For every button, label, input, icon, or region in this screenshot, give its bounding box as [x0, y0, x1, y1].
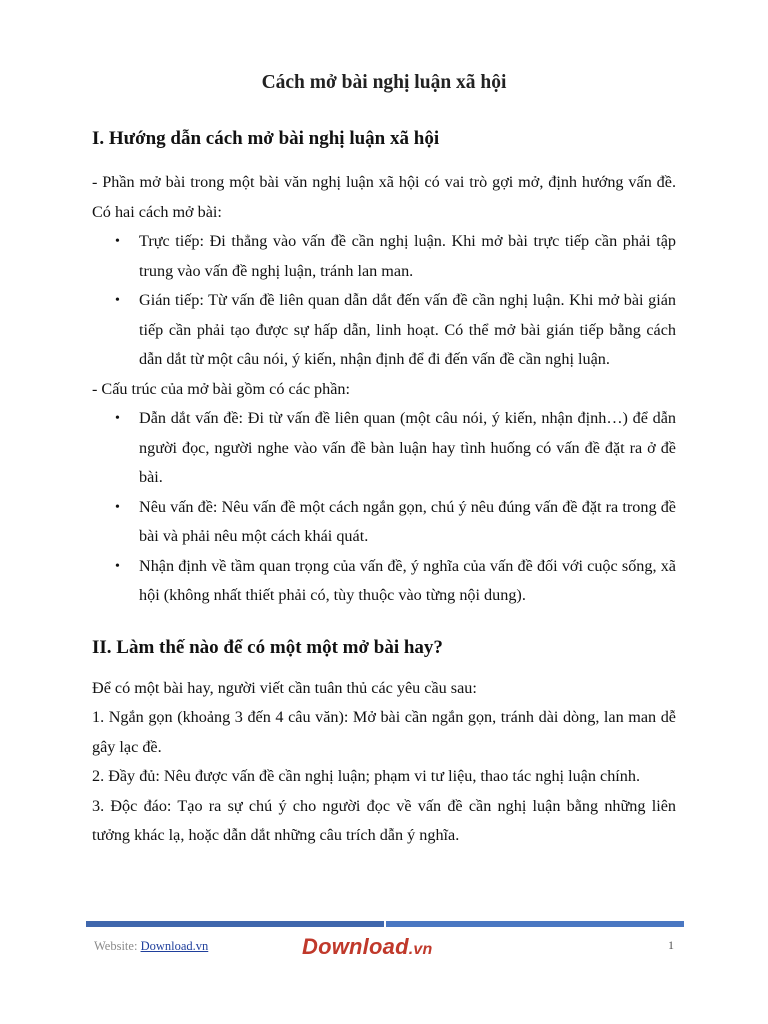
section-2-heading: II. Làm thế nào để có một một mở bài hay? [92, 636, 443, 658]
page-number: 1 [668, 938, 674, 952]
website-label: Website: [94, 939, 138, 953]
opening-ways-list [92, 227, 676, 375]
requirement-item: 1. Ngắn gọn (khoảng 3 đến 4 câu văn): Mở bài cần ngắn gọn, tránh dài dòng, lan man dễ gây lạc đề. [92, 708, 676, 756]
section-1-heading: I. Hướng dẫn cách mở bài nghị luận xã hội [92, 128, 440, 149]
section-2-intro: Để có một bài hay, người viết cần tuân thủ các yêu cầu sau: [92, 678, 477, 697]
document-page [92, 64, 676, 851]
footer-website [94, 939, 208, 954]
list-item: • Trực tiếp: Đi thẳng vào vấn đề cần nghị luận. Khi mở bài trực tiếp cần phải tập trung vào vấn đề nghị luận, tránh lan man. [139, 227, 676, 286]
logo-suffix: .vn [408, 941, 433, 958]
list-item: • Nêu vấn đề: Nêu vấn đề một cách ngắn gọn, chú ý nêu đúng vấn đề đặt ra trong đề bài và phải nêu một cách khái quát. [139, 493, 676, 552]
list-item: • Gián tiếp: Từ vấn đề liên quan dẫn dắt đến vấn đề cần nghị luận. Khi mở bài gián tiếp cần phải tạo được sự hấp dẫn, linh hoạt. Có thể mở bài gián tiếp bằng cách dẫn dắt từ một câu nói, ý kiến, nhận định để đi đến vấn đề cần nghị luận. [139, 286, 676, 375]
requirement-item: 2. Đầy đủ: Nêu được vấn đề cần nghị luận; phạm vi tư liệu, thao tác nghị luận chính. [92, 767, 641, 785]
logo-main: Download [302, 934, 409, 959]
download-logo [302, 934, 432, 960]
structure-intro: - Cấu trúc của mở bài gồm có các phần: [92, 379, 351, 398]
document-title: Cách mở bài nghị luận xã hội [261, 72, 507, 93]
page-footer [92, 934, 676, 964]
list-item: • Nhận định về tầm quan trọng của vấn đề, ý nghĩa của vấn đề đối với cuộc sống, xã hội (không nhất thiết phải có, tùy thuộc vào từng nội dung). [139, 552, 676, 611]
website-link[interactable]: Download.vn [140, 939, 209, 953]
section-1-intro: - Phần mở bài trong một bài văn nghị luận xã hội có vai trò gợi mở, định hướng vấn đề. Có hai cách mở bài: [92, 173, 676, 221]
footer-divider [86, 921, 684, 927]
list-item: • Dẫn dắt vấn đề: Đi từ vấn đề liên quan (một câu nói, ý kiến, nhận định…) để dẫn người đọc, người nghe vào vấn đề bàn luận hay tình huống có vấn đề đặt ra ở đề bài. [139, 404, 676, 493]
structure-parts-list [92, 404, 676, 611]
requirement-item: 3. Độc đáo: Tạo ra sự chú ý cho người đọc về vấn đề cần nghị luận bằng những liên tưởng khác lạ, hoặc dẫn dắt những câu trích dẫn ý nghĩa. [92, 796, 676, 844]
